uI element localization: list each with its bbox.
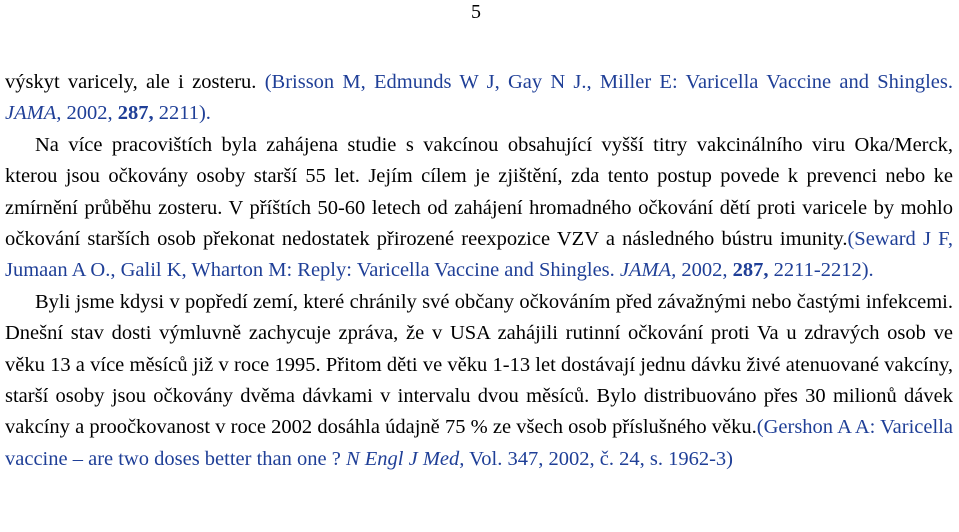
citation-year: 2002, [61,102,118,125]
citation-volume: 287, [732,259,769,282]
citation-pages: 2211). [153,102,211,125]
text-segment: výskyt varicely, ale i zosteru. [5,71,265,93]
document-body [5,67,953,475]
page-number: 5 [471,1,481,23]
paragraph-continuation [5,67,953,130]
citation-volume: 287, [117,102,154,125]
citation-pages: 2211-2212). [768,259,874,282]
citation-brisson: (Brisson M, Edmunds W J, Gay N J., Miller E: Varicella Vaccine and Shingles. [264,71,953,93]
citation-details: Vol. 347, 2002, č. 24, s. 1962-3) [464,447,733,470]
text-segment: Na více pracovištích byla zahájena studie s vakcínou obsahující vyšší titry vakcinálního viru Oka/Merck, kterou jsou očkovány osoby starší 55 let. Jejím cílem je zjištění, zda tento postup povede k prevenci nebo ke zmírnění průběhu zosteru. V příštích 50-60 letech od zahájení hromadného očkování dětí proti varicele by mohlo očkování starších osob překonat nedostatek přirozené reexpozice VZV a následného bústru imunity. [5,133,953,251]
citation-gershon: (Gershon A A: Varicella vaccine – are two doses better than one ? [5,416,953,470]
citation-year: 2002, [676,259,733,282]
paragraph-usa [5,287,953,475]
paragraph-study [5,130,953,287]
citation-journal: JAMA, [619,259,677,282]
citation-journal: JAMA, [5,102,62,125]
citation-journal: N Engl J Med, [345,447,465,470]
text-segment: Byli jsme kdysi v popředí zemí, které chránily své občany očkováním před závažnými nebo častými infekcemi. Dnešní stav dosti výmluvně zachycuje zpráva, že v USA zahájili rutinní očkování proti Va u zdravých osob ve věku 13 a více měsíců již v roce 1995. Přitom děti ve věku 1-13 let dostávají jednu dávku živé atenuované vakcíny, starší osoby jsou očkovány dvěma dávkami v intervalu dvou měsíců. Bylo distribuováno přes 30 milionů dávek vakcíny a proočkovanost v roce 2002 dosáhla údajně 75 % ze všech osob příslušného věku. [5,290,953,439]
citation-seward: (Seward J F, Jumaan A O., Galil K, Wharton M: Reply: Varicella Vaccine and Shingles. [5,228,953,282]
